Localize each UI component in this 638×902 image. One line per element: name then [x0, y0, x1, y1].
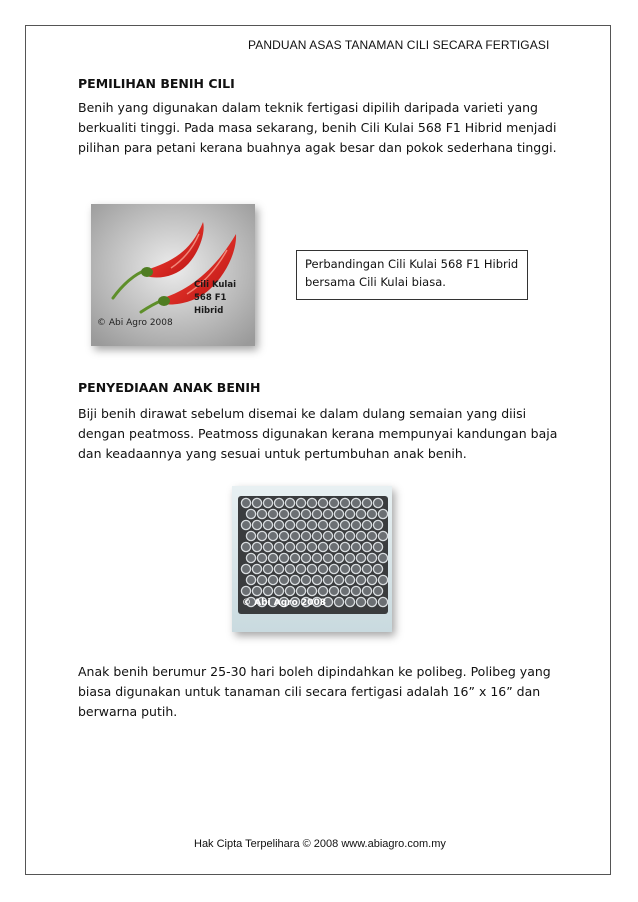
photo-copyright-mark: © Abi Agro 2008: [97, 318, 173, 328]
seed-selection-paragraph: Benih yang digunakan dalam teknik fertigasi dipilih daripada varieti yang berkualiti tinggi. Pada masa sekarang, benih Cili Kulai 568 F1 Hibrid menjadi pilihan para petani kerana buahnya agak besar dan pokok sederhana tinggi.: [78, 100, 557, 155]
photo-copyright-mark: © Abi Agro 2008: [242, 598, 326, 608]
seedling-preparation-paragraph: Biji benih dirawat sebelum disemai ke dalam dulang semaian yang diisi dengan peatmoss. Peatmoss digunakan kerana mempunyai kandungan baja dan keadaannya yang sesuai untuk pertumbuhan anak benih.: [78, 406, 558, 461]
chili-variety-label: Cili Kulai 568 F1 Hibrid: [194, 280, 236, 316]
chili-photo: [91, 204, 255, 346]
seedling-tray-photo: [232, 486, 392, 632]
page-header: PANDUAN ASAS TANAMAN CILI SECARA FERTIGASI: [248, 38, 550, 52]
seedling-tray-illustration: [232, 486, 392, 632]
section-heading-seedling-preparation: PENYEDIAAN ANAK BENIH: [78, 380, 261, 395]
transplant-paragraph: Anak benih berumur 25-30 hari boleh dipindahkan ke polibeg. Polibeg yang biasa digunakan untuk tanaman cili secara fertigasi adalah 16” x 16” dan berwarna putih.: [78, 664, 551, 719]
section-heading-seed-selection: PEMILIHAN BENIH CILI: [78, 76, 235, 91]
page-footer: Hak Cipta Terpelihara © 2008 www.abiagro.com.my: [194, 838, 446, 850]
photo-caption-box: Perbandingan Cili Kulai 568 F1 Hibrid bersama Cili Kulai biasa.: [296, 250, 528, 300]
